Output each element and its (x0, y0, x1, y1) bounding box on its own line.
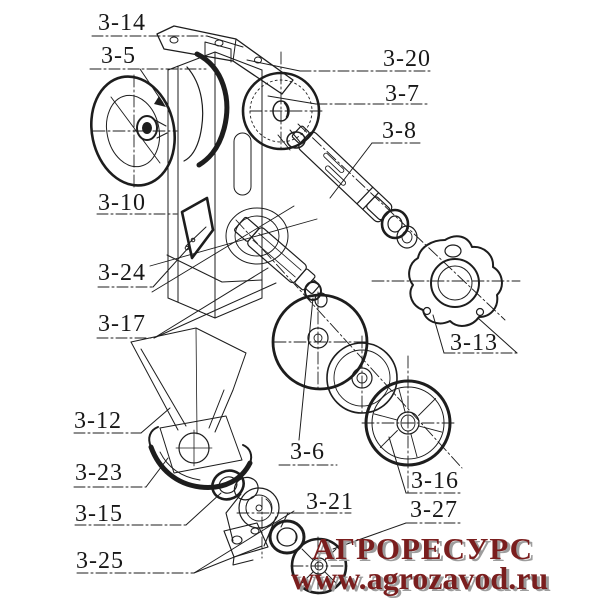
crescent-guard (184, 54, 227, 165)
part-label-3-27: 3-27 (410, 497, 458, 523)
part-label-3-8: 3-8 (382, 118, 417, 144)
part-label-3-25: 3-25 (76, 548, 124, 574)
pulley-right (243, 73, 319, 150)
part-label-3-24: 3-24 (98, 260, 146, 286)
part-label-3-12: 3-12 (74, 408, 122, 434)
part-label-3-20: 3-20 (383, 46, 431, 72)
part-label-3-23: 3-23 (75, 460, 123, 486)
part-label-3-16: 3-16 (411, 468, 459, 494)
part-label-3-13: 3-13 (450, 330, 498, 356)
part-label-3-5: 3-5 (101, 43, 136, 69)
part-label-3-17: 3-17 (98, 311, 146, 337)
hook-strap (149, 427, 251, 487)
part-label-3-6: 3-6 (290, 439, 325, 465)
upper-shaft (289, 122, 394, 223)
part-label-3-14: 3-14 (98, 10, 146, 36)
part-label-3-21: 3-21 (306, 489, 354, 515)
funnel (131, 328, 246, 473)
frame-housing (167, 42, 288, 318)
shaft-rings (382, 210, 417, 248)
part-label-3-7: 3-7 (385, 81, 420, 107)
watermark-company-name: АГРОРЕСУРС (312, 531, 534, 566)
part-label-3-10: 3-10 (98, 190, 146, 216)
part-label-3-15: 3-15 (75, 501, 123, 527)
pulley-left-hub (111, 97, 167, 163)
watermark-website: www.agrozavod.ru (291, 560, 549, 596)
